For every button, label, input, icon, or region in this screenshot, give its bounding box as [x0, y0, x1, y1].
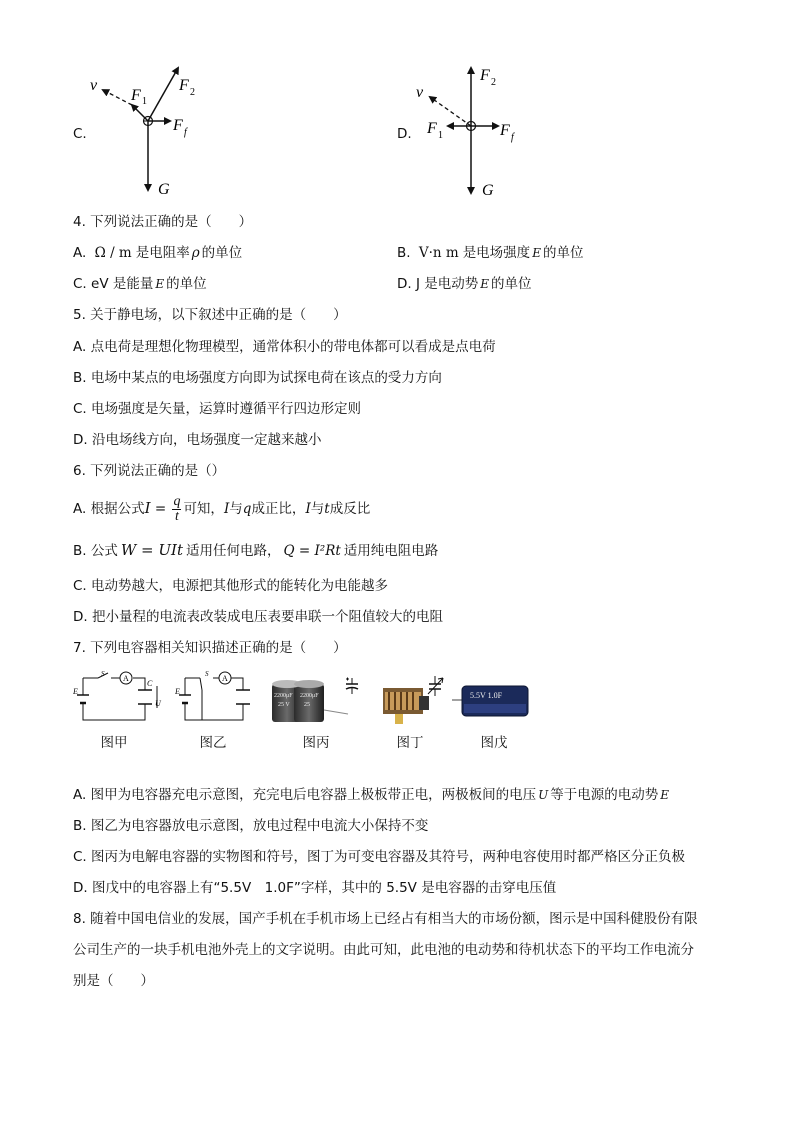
option-d-label: D.: [397, 126, 412, 142]
q7-option-d: D. 图戊中的电容器上有“5.5V 1.0F”字样，其中的 5.5V 是电容器的击穿电压值: [73, 880, 557, 896]
caption-bing: 图丙: [302, 735, 330, 751]
svg-text:E: E: [175, 687, 180, 696]
q8-line-1: 8. 随着中国电信业的发展，国产手机在手机市场上已经占有相当大的市场份额，图示是中国科健股份有限: [73, 911, 698, 927]
svg-text:5.5V 1.0F: 5.5V 1.0F: [470, 691, 503, 700]
svg-text:C: C: [147, 679, 153, 688]
q4-option-b: B. V·n m 是电场强度 E 的单位: [397, 245, 584, 261]
q4-option-a: A. Ω / m 是电阻率 ρ 的单位: [73, 245, 243, 261]
q7-option-c: C. 图丙为电解电容器的实物图和符号，图丁为可变电容器及其符号，两种电容使用时都严格区分正负极: [73, 849, 686, 865]
q6-stem: 6. 下列说法正确的是（）: [73, 463, 226, 479]
f2-label: F: [480, 67, 490, 84]
f1-sub: 1: [142, 96, 147, 107]
q6-option-c: C. 电动势越大，电源把其他形式的能转化为电能越多: [73, 578, 389, 594]
svg-text:U: U: [155, 699, 161, 708]
caption-ding: 图丁: [396, 735, 424, 751]
svg-text:2200μF: 2200μF: [300, 693, 319, 699]
v-label: v: [416, 84, 424, 101]
q-over-t-fraction: $\frac{q}{t}$: [173, 493, 181, 524]
f2-arrow: [148, 68, 178, 121]
caption-yi: 图乙: [199, 735, 227, 751]
q6-option-b: B. 公式 W = UIt 适用任何电路， Q = I²Rt 适用纯电阻电路: [73, 541, 439, 559]
variable-capacitor-symbol: [428, 676, 443, 696]
q6-option-d: D. 把小量程的电流表改装成电压表要串联一个阻值较大的电阻: [73, 609, 443, 625]
svg-text:A: A: [222, 674, 228, 683]
q4-option-c: C. eV 是能量 E 的单位: [73, 276, 207, 292]
svg-text:25 V: 25 V: [278, 702, 290, 708]
q4-stem: 4. 下列说法正确的是（ ）: [73, 214, 253, 230]
f1-label: F: [131, 87, 141, 104]
f2-label: F: [179, 77, 189, 94]
supercapacitor-photo: [452, 682, 534, 722]
f1-label: F: [427, 120, 437, 137]
svg-text:E: E: [73, 687, 78, 696]
svg-text:S: S: [205, 670, 209, 678]
electrolytic-capacitor-photo: [268, 670, 368, 730]
ff-sub: f: [511, 132, 514, 143]
option-c-label: C.: [73, 126, 87, 142]
caption-jia: 图甲: [100, 735, 128, 751]
q7-option-b: B. 图乙为电容器放电示意图，放电过程中电流大小保持不变: [73, 818, 429, 834]
variable-capacitor-photo: [375, 672, 455, 730]
force-diagram-c: [85, 60, 215, 200]
q7-stem: 7. 下列电容器相关知识描述正确的是（ ）: [73, 640, 347, 656]
caption-wu: 图戊: [480, 735, 508, 751]
q8-line-2: 公司生产的一块手机电池外壳上的文字说明。由此可知，此电池的电动势和待机状态下的平均工作电流分: [73, 942, 694, 958]
q5-option-b: B. 电场中某点的电场强度方向即为试探电荷在该点的受力方向: [73, 370, 442, 386]
electrolytic-capacitor-symbol: [346, 678, 358, 695]
ff-label: F: [173, 117, 183, 134]
svg-text:25: 25: [304, 702, 310, 708]
q4-option-d: D. J 是电动势 E 的单位: [397, 276, 532, 292]
g-label: G: [482, 182, 494, 199]
svg-text:A: A: [123, 674, 129, 683]
velocity-arrow: [103, 90, 132, 105]
f1-arrow: [132, 105, 148, 121]
f1-sub: 1: [438, 130, 443, 141]
svg-text:S: S: [101, 670, 105, 678]
q7-option-a: A. 图甲为电容器充电示意图，充完电后电容器上极板带正电，两极板间的电压 U 等于电源的电动势 E: [73, 787, 669, 803]
q5-option-c: C. 电场强度是矢量，运算时遵循平行四边形定则: [73, 401, 362, 417]
circuit-jia: [73, 670, 168, 730]
ff-label: F: [500, 122, 510, 139]
ff-sub: f: [184, 127, 187, 138]
f2-sub: 2: [190, 87, 195, 98]
circuit-yi: [175, 670, 255, 730]
q5-option-d: D. 沿电场线方向，电场强度一定越来越小: [73, 432, 322, 448]
g-label: G: [158, 181, 170, 198]
svg-text:2200μF: 2200μF: [274, 693, 293, 699]
force-diagram-d: [410, 60, 540, 200]
f2-sub: 2: [491, 77, 496, 88]
q5-stem: 5. 关于静电场，以下叙述中正确的是（ ）: [73, 307, 347, 323]
q5-option-a: A. 点电荷是理想化物理模型，通常体积小的带电体都可以看成是点电荷: [73, 339, 496, 355]
q8-line-3: 别是（ ）: [73, 973, 154, 989]
q6-option-a: A. 根据公式I = $\frac{q}{t}$ 可知，I与q成正比，I与t成反比: [73, 493, 371, 524]
v-label: v: [90, 77, 98, 94]
